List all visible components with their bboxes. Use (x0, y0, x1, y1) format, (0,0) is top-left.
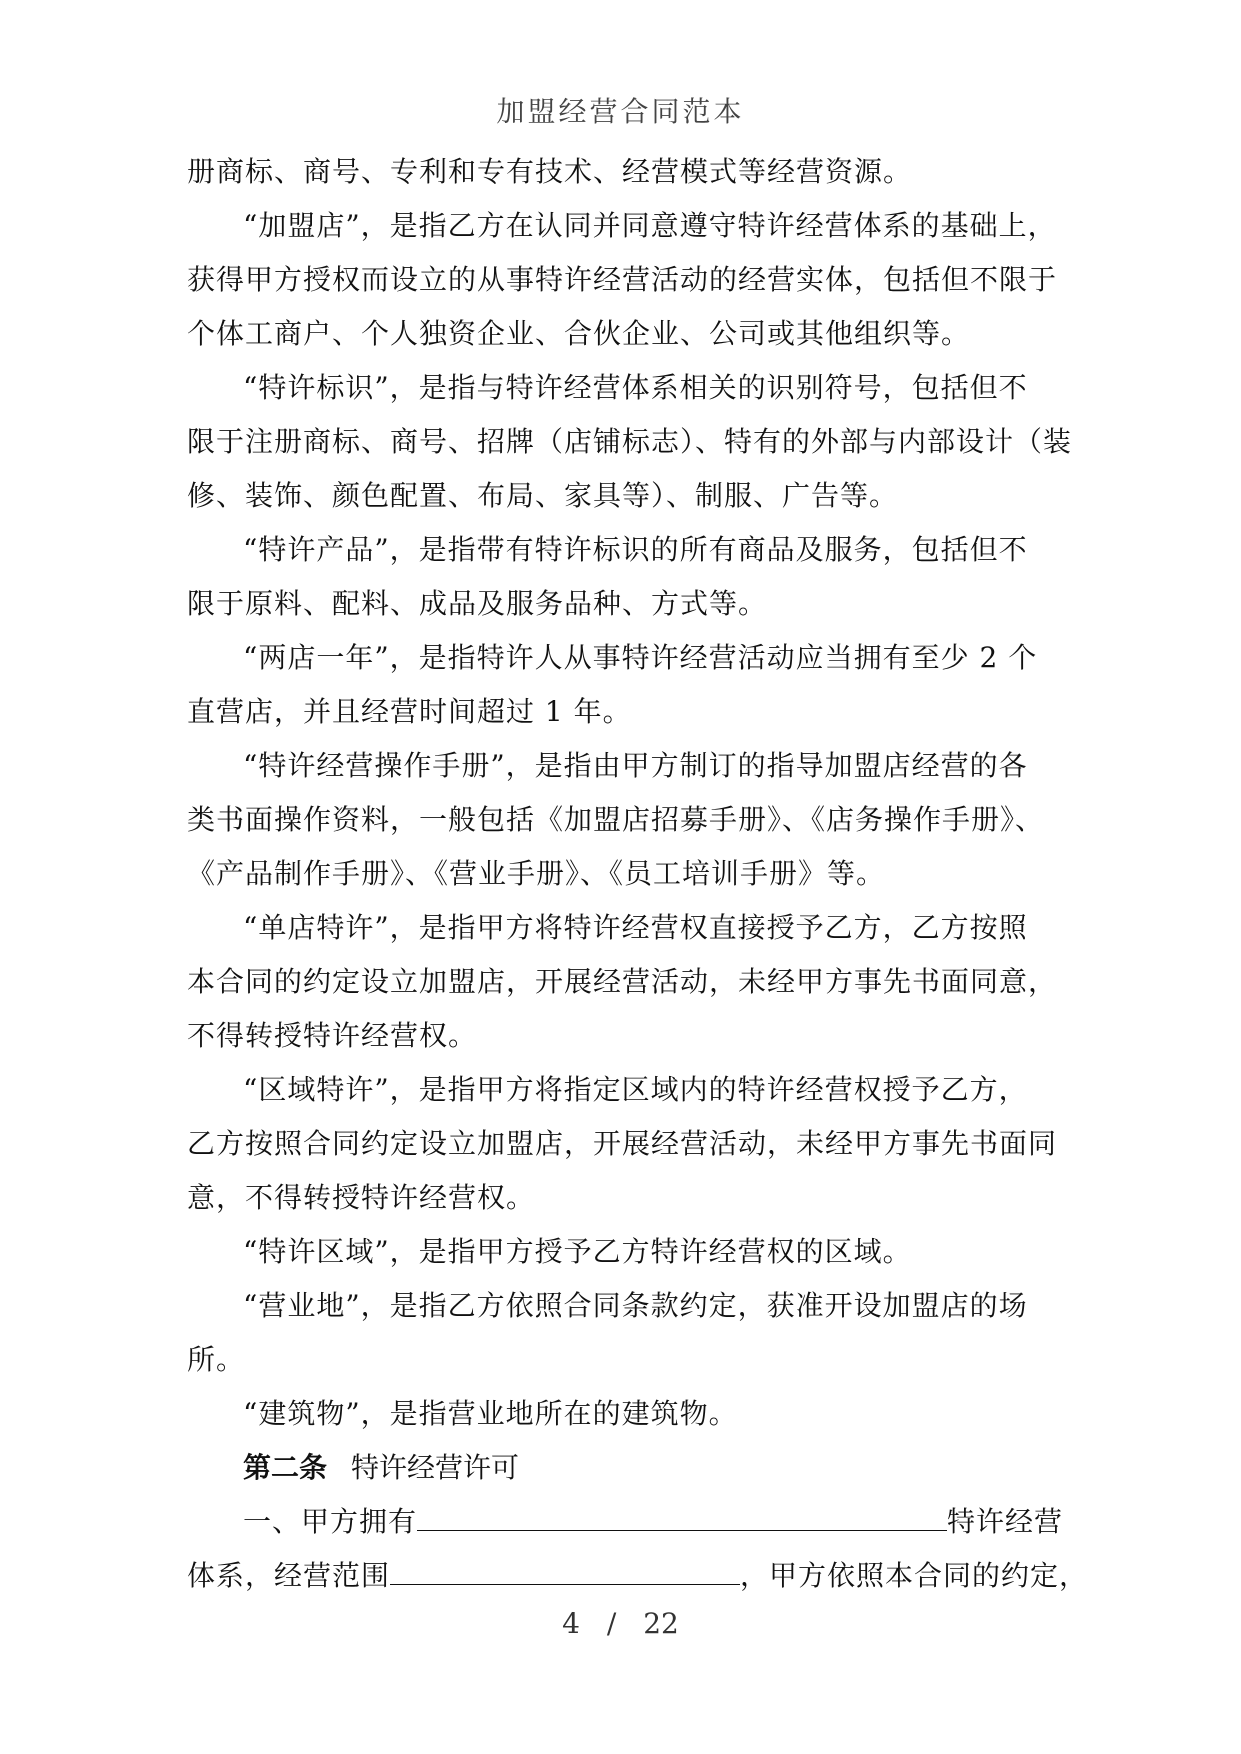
paragraph-line: “特许标识”，是指与特许经营体系相关的识别符号，包括但不 (243, 371, 1028, 404)
page-number-current: 4 (562, 1607, 580, 1640)
page-number-total: 22 (643, 1607, 679, 1640)
paragraph-line: 本合同的约定设立加盟店，开展经营活动，未经甲方事先书面同意， (187, 965, 1058, 998)
paragraph-line: “特许产品”，是指带有特许标识的所有商品及服务，包括但不 (243, 533, 1028, 566)
paragraph-line: 意，不得转授特许经营权。 (187, 1181, 536, 1214)
paragraph-line: 不得转授特许经营权。 (187, 1019, 478, 1052)
page-footer (0, 1607, 1241, 1640)
paragraph-line: 获得甲方授权而设立的从事特许经营活动的经营实体，包括但不限于 (187, 263, 1058, 296)
paragraph-line: 限于原料、配料、成品及服务品种、方式等。 (187, 587, 768, 620)
paragraph-line: 乙方按照合同约定设立加盟店，开展经营活动，未经甲方事先书面同 (187, 1127, 1058, 1160)
paragraph-line: “两店一年”，是指特许人从事特许经营活动应当拥有至少 2 个 (243, 641, 1038, 674)
paragraph-line: “特许经营操作手册”，是指由甲方制订的指导加盟店经营的各 (243, 749, 1028, 782)
paragraph-line: 个体工商户、个人独资企业、合伙企业、公司或其他组织等。 (187, 317, 971, 350)
section-heading-title: 特许经营许可 (351, 1451, 520, 1484)
clause1-prefix: 一、甲方拥有 (243, 1505, 418, 1538)
section-heading (187, 1441, 1057, 1495)
paragraph-line: 限于注册商标、商号、招牌（店铺标志）、特有的外部与内部设计（装 (187, 425, 1073, 458)
paragraph-line: 直营店，并且经营时间超过 1 年。 (187, 695, 632, 728)
paragraph-line: “营业地”，是指乙方依照合同条款约定，获准开设加盟店的场 (243, 1289, 1028, 1322)
paragraph-line: “加盟店”，是指乙方在认同并同意遵守特许经营体系的基础上， (243, 209, 1057, 242)
paragraph-line: “建筑物”，是指营业地所在的建筑物。 (243, 1397, 738, 1430)
paragraph-line: “特许区域”，是指甲方授予乙方特许经营权的区域。 (243, 1235, 912, 1268)
clause-line-2 (187, 1549, 1089, 1603)
paragraph-line: 册商标、商号、专利和专有技术、经营模式等经营资源。 (187, 155, 913, 188)
paragraph-line: 修、装饰、颜色配置、布局、家具等）、制服、广告等。 (187, 479, 899, 512)
paragraph-line: 所。 (187, 1343, 246, 1376)
document-body (187, 145, 1089, 1603)
page-header-title: 加盟经营合同范本 (496, 95, 745, 128)
clause2-suffix: ，甲方依照本合同的约定， (740, 1559, 1089, 1592)
clause1-suffix: 特许经营 (947, 1505, 1064, 1538)
fill-in-blank-scope[interactable] (390, 1554, 740, 1585)
paragraph-line: 类书面操作资料，一般包括《加盟店招募手册》、《店务操作手册》、 (187, 803, 1045, 836)
section-heading-number: 第二条 (243, 1451, 328, 1484)
clause2-prefix: 体系，经营范围 (187, 1559, 391, 1592)
paragraph-line: “单店特许”，是指甲方将特许经营权直接授予乙方，乙方按照 (243, 911, 1028, 944)
paragraph-line: 《产品制作手册》、《营业手册》、《员工培训手册》等。 (187, 857, 886, 890)
paragraph-line: “区域特许”，是指甲方将指定区域内的特许经营权授予乙方， (243, 1073, 1028, 1106)
fill-in-blank-system[interactable] (417, 1500, 947, 1531)
clause-line-1 (187, 1495, 1064, 1549)
page-number-separator: / (606, 1607, 617, 1640)
